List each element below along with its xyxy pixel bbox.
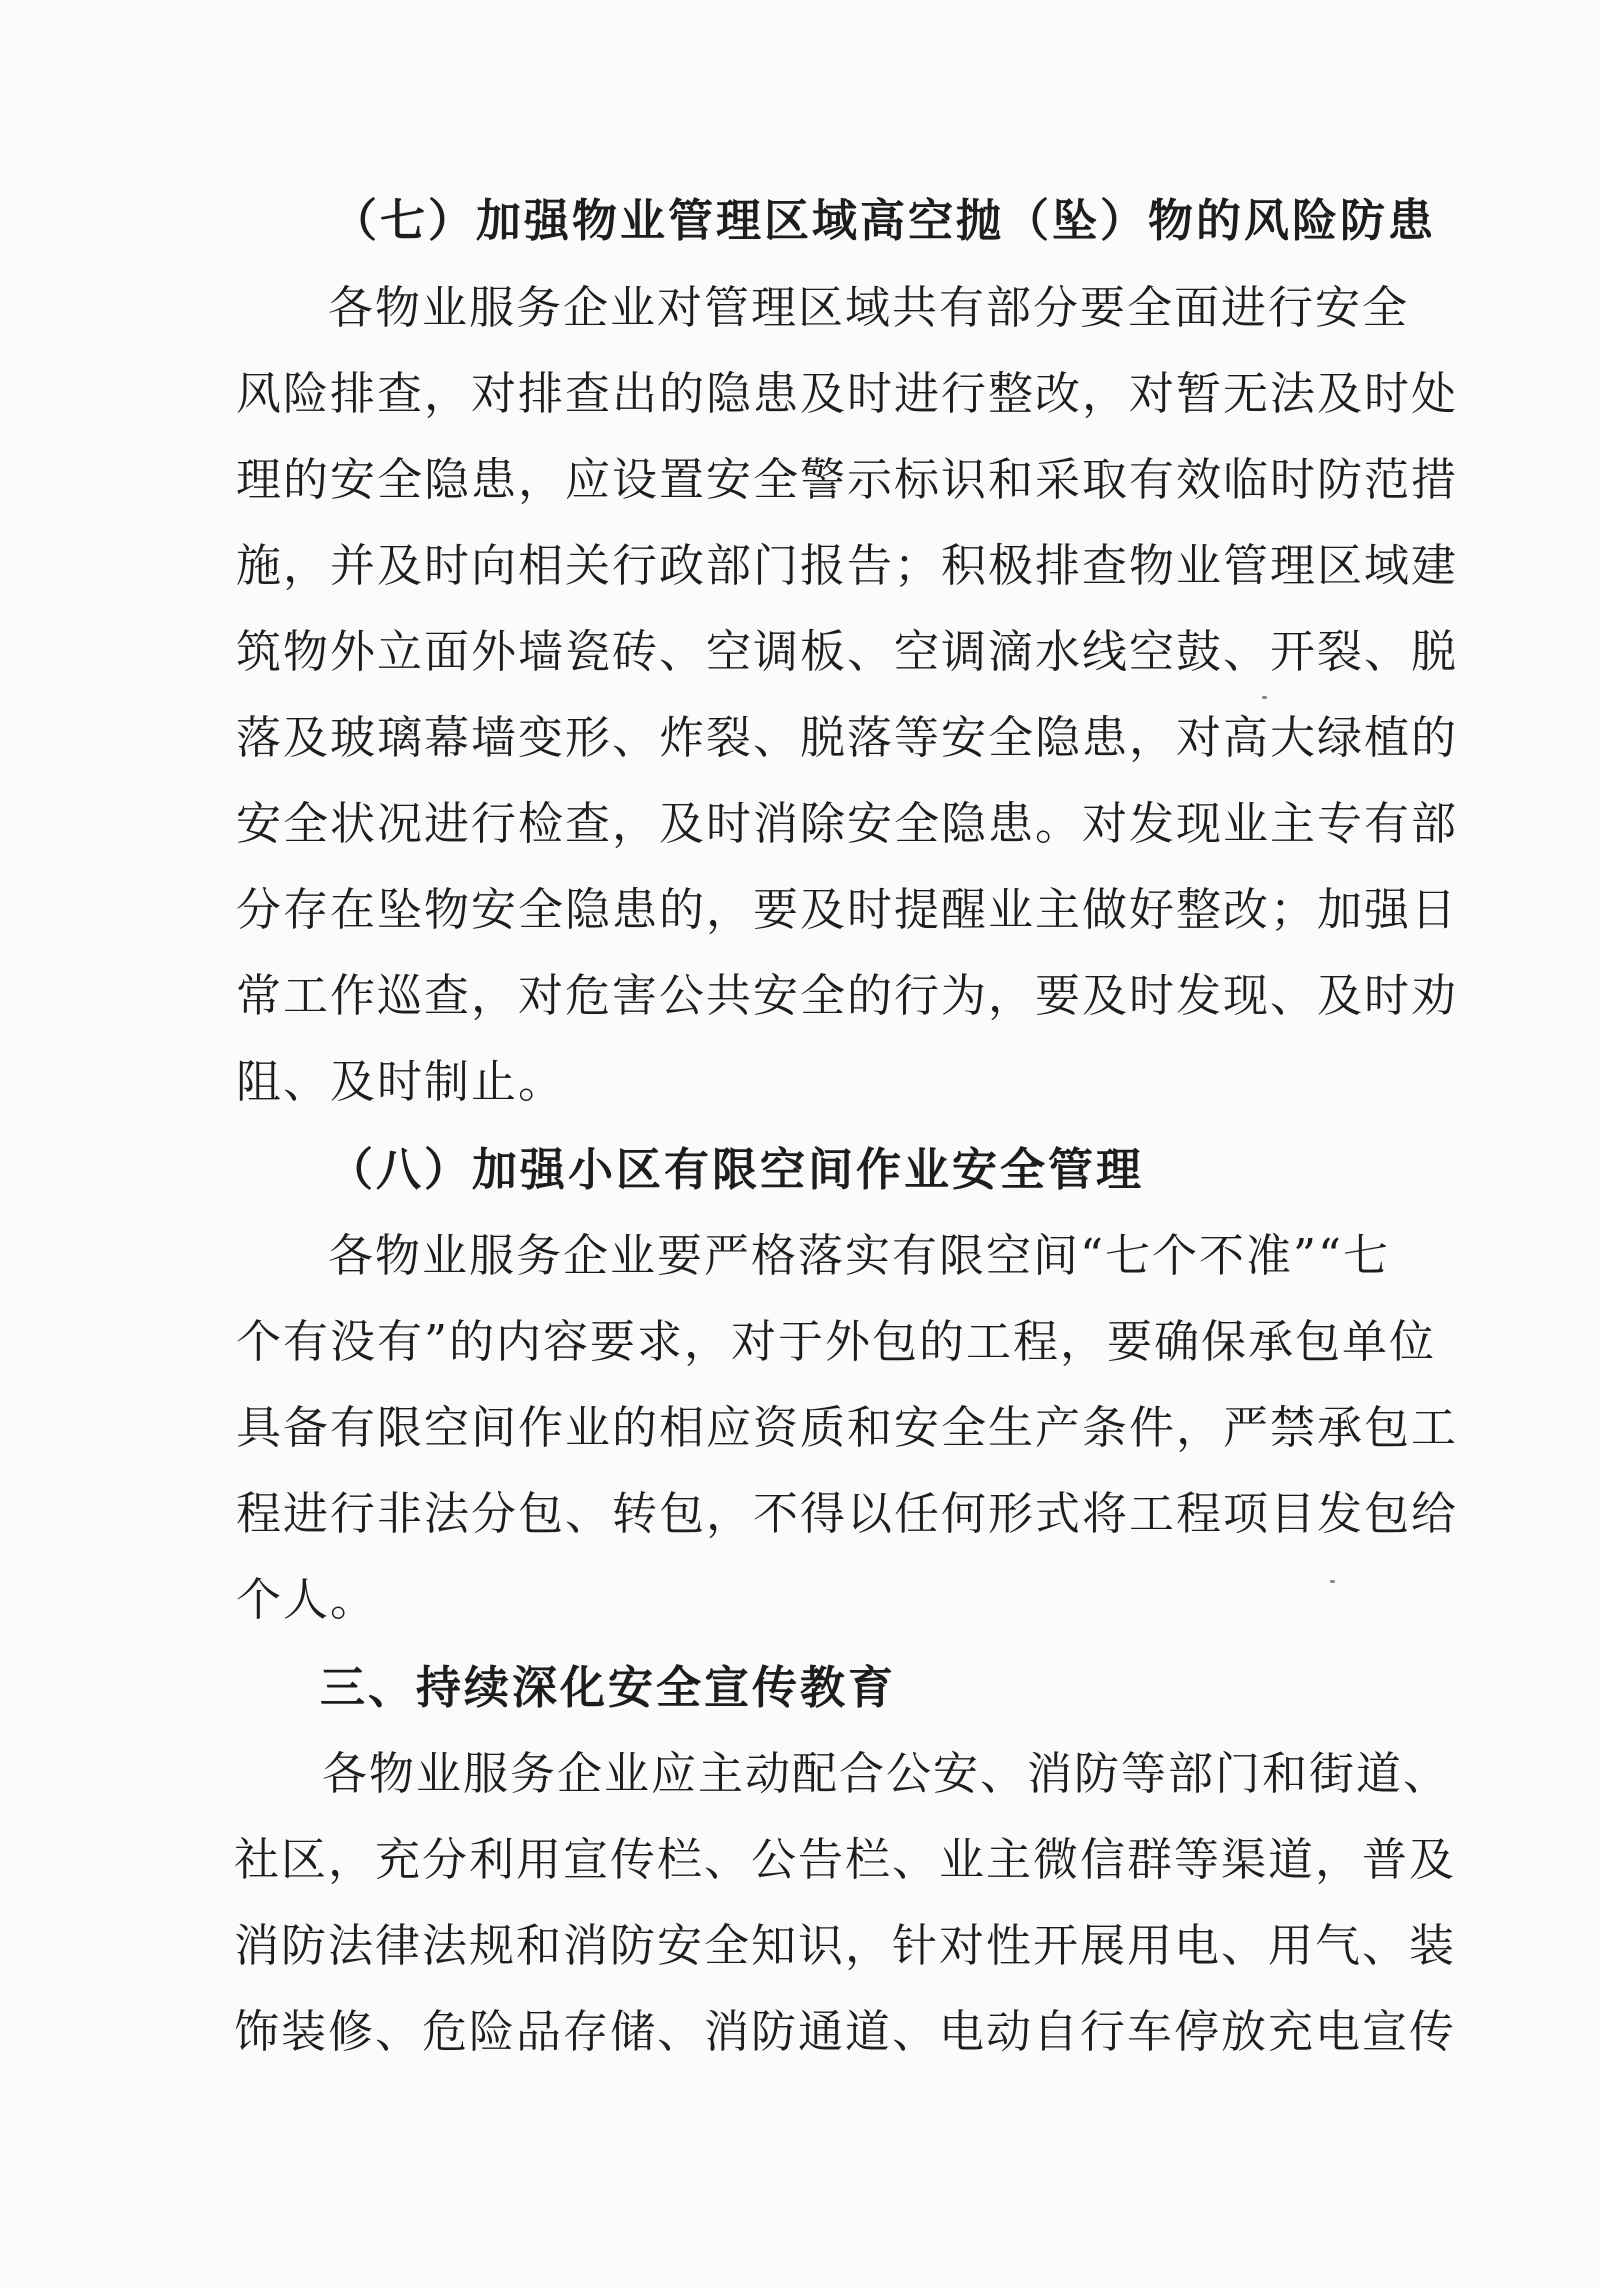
paragraph-line: 筑物外立面外墙瓷砖、空调板、空调滴水线空鼓、开裂、脱 — [236, 625, 1459, 678]
paragraph-line: 各物业服务企业对管理区域共有部分要全面进行安全 — [328, 281, 1410, 334]
paragraph-line: 施，并及时向相关行政部门报告；积极排查物业管理区域建 — [236, 539, 1459, 592]
scan-speck — [1262, 696, 1267, 699]
paragraph-line: 安全状况进行检查，及时消除安全隐患。对发现业主专有部 — [236, 797, 1459, 850]
paragraph-line: 个人。 — [236, 1573, 378, 1626]
paragraph-line: 阻、及时制止。 — [236, 1055, 566, 1108]
scan-speck — [1330, 1580, 1335, 1583]
paragraph-line: 理的安全隐患，应设置安全警示标识和采取有效临时防范措 — [236, 453, 1459, 506]
paragraph-line: 分存在坠物安全隐患的，要及时提醒业主做好整改；加强日 — [236, 883, 1459, 936]
paragraph-line: 饰装修、危险品存储、消防通道、电动自行车停放充电宣传 — [234, 2005, 1457, 2058]
paragraph-line: 常工作巡查，对危害公共安全的行为，要及时发现、及时劝 — [236, 969, 1459, 1022]
paragraph-line: 程进行非法分包、转包，不得以任何形式将工程项目发包给 — [236, 1487, 1459, 1540]
section-heading-3: 三、持续深化安全宣传教育 — [320, 1661, 897, 1714]
paragraph-line: 消防法律法规和消防安全知识，针对性开展用电、用气、装 — [234, 1919, 1457, 1972]
paragraph-line: 具备有限空间作业的相应资质和安全生产条件，严禁承包工 — [236, 1401, 1459, 1454]
paragraph-line: 各物业服务企业要严格落实有限空间“七个不准”“七 — [328, 1229, 1391, 1282]
paragraph-line: 落及玻璃幕墙变形、炸裂、脱落等安全隐患，对高大绿植的 — [236, 711, 1459, 764]
paragraph-line: 各物业服务企业应主动配合公安、消防等部门和街道、 — [322, 1747, 1451, 1800]
paragraph-line: 社区，充分利用宣传栏、公告栏、业主微信群等渠道，普及 — [234, 1833, 1457, 1886]
paragraph-line: 风险排查，对排查出的隐患及时进行整改，对暂无法及时处 — [236, 367, 1459, 420]
section-heading-7: （七）加强物业管理区域高空抛（坠）物的风险防患 — [332, 194, 1437, 247]
section-heading-8: （八）加强小区有限空间作业安全管理 — [328, 1143, 1145, 1196]
paragraph-line: 个有没有”的内容要求，对于外包的工程，要确保承包单位 — [236, 1315, 1437, 1368]
